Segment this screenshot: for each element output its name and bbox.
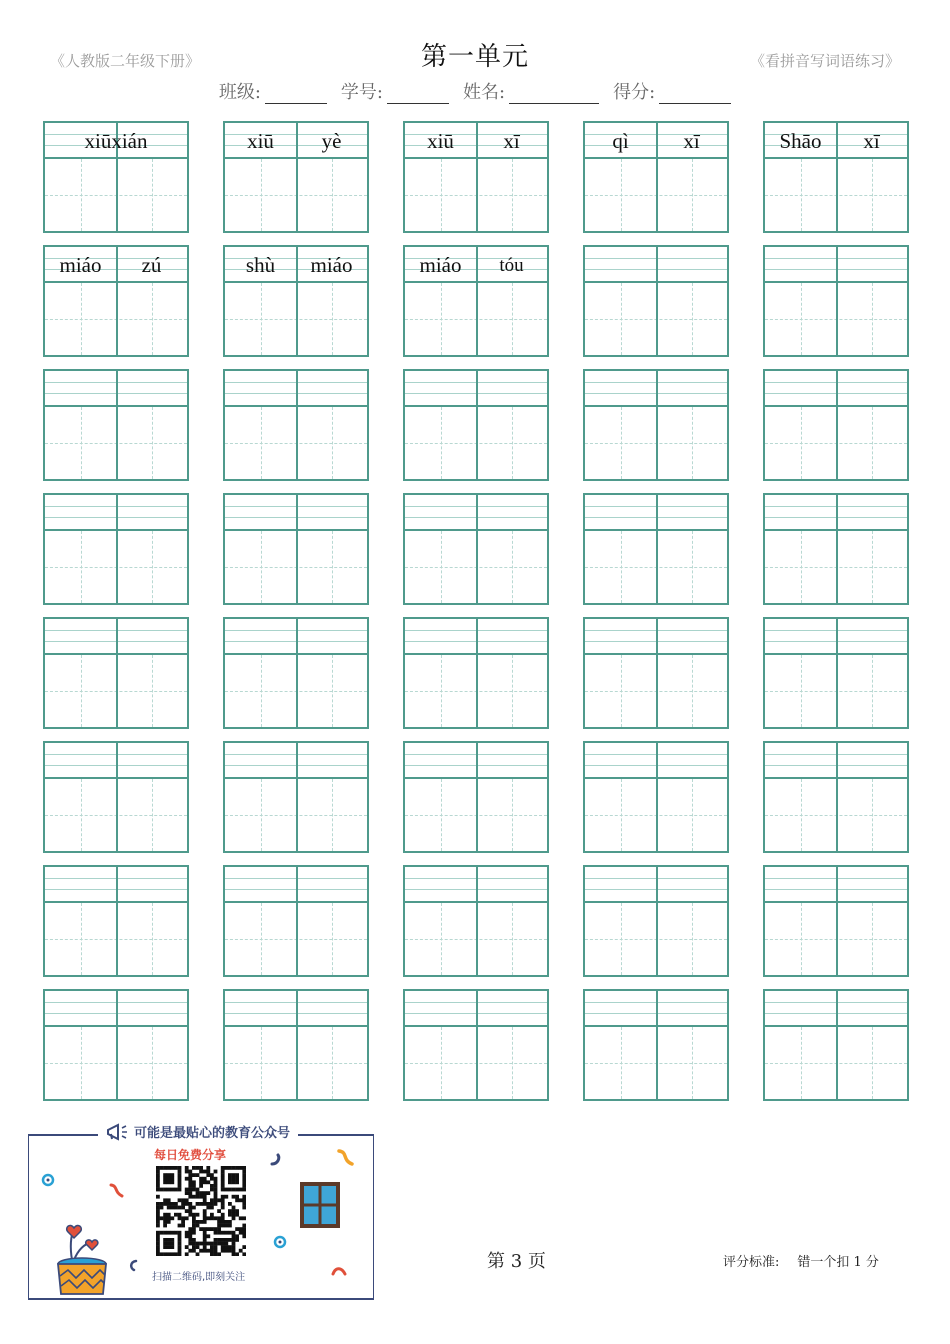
class-field[interactable]: [219, 78, 327, 104]
promo-headline-text: 可能是最贴心的教育公众号: [134, 1126, 291, 1141]
cell-divider: [476, 371, 478, 479]
character-box[interactable]: [225, 903, 296, 975]
character-box[interactable]: [836, 283, 907, 355]
cell-divider: [656, 371, 658, 479]
writing-cell[interactable]: [403, 741, 549, 853]
character-box[interactable]: [405, 655, 476, 727]
writing-cell[interactable]: [583, 245, 729, 357]
pinyin-syllable: tóu: [499, 255, 524, 276]
writing-cell[interactable]: [43, 617, 189, 729]
writing-cell[interactable]: [583, 617, 729, 729]
character-box[interactable]: [476, 531, 547, 603]
writing-cell[interactable]: [223, 245, 369, 357]
character-box[interactable]: [476, 779, 547, 851]
pinyin-syllable: shù: [245, 253, 276, 277]
character-box[interactable]: [585, 903, 656, 975]
pinyin-syllable: miáo: [310, 253, 353, 277]
cell-divider: [656, 743, 658, 851]
cell-divider: [836, 867, 838, 975]
character-box[interactable]: [585, 1027, 656, 1099]
promo-headline: [98, 1122, 298, 1141]
pinyin-syllable: zú: [141, 253, 162, 277]
score-label: 得分:: [613, 82, 656, 103]
character-box[interactable]: [116, 655, 187, 727]
character-box[interactable]: [405, 159, 476, 231]
character-box[interactable]: [405, 407, 476, 479]
plant-pot-icon: [48, 1220, 118, 1296]
writing-cell[interactable]: [223, 369, 369, 481]
character-box[interactable]: [296, 779, 367, 851]
cell-divider: [116, 867, 118, 975]
writing-cell[interactable]: [403, 989, 549, 1101]
cell-divider: [476, 619, 478, 727]
character-box[interactable]: [656, 1027, 727, 1099]
character-box[interactable]: [296, 1027, 367, 1099]
character-box[interactable]: [585, 779, 656, 851]
page-number: 第 3 页: [487, 1251, 546, 1272]
cell-divider: [476, 991, 478, 1099]
character-box[interactable]: [585, 531, 656, 603]
cell-divider: [656, 495, 658, 603]
writing-cell[interactable]: [43, 121, 189, 233]
writing-cell[interactable]: [403, 865, 549, 977]
character-box[interactable]: [836, 655, 907, 727]
writing-cell[interactable]: [223, 741, 369, 853]
cell-divider: [476, 743, 478, 851]
character-box[interactable]: [116, 903, 187, 975]
ring-decoration-icon: [272, 1234, 288, 1250]
character-box[interactable]: [116, 1027, 187, 1099]
pinyin-syllable: xiū: [427, 129, 454, 153]
promo-card[interactable]: [28, 1122, 374, 1300]
pinyin-syllable: xiū: [247, 129, 274, 153]
character-box[interactable]: [656, 283, 727, 355]
character-box[interactable]: [296, 283, 367, 355]
writing-cell[interactable]: [583, 121, 729, 233]
character-box[interactable]: [116, 159, 187, 231]
cell-divider: [836, 991, 838, 1099]
cell-divider: [116, 743, 118, 851]
character-box[interactable]: [45, 1027, 116, 1099]
writing-cell[interactable]: [43, 741, 189, 853]
promo-frame-bottom: [28, 1298, 374, 1300]
scoring-rule: 错一个扣 1 分: [797, 1255, 879, 1270]
writing-cell[interactable]: [43, 865, 189, 977]
squiggle-decoration-icon: [268, 1152, 284, 1168]
character-box[interactable]: [836, 407, 907, 479]
pinyin-syllable: Shāo: [779, 129, 822, 153]
character-box[interactable]: [585, 283, 656, 355]
number-field[interactable]: [341, 78, 449, 104]
name-label: 姓名:: [463, 82, 506, 103]
character-box[interactable]: [836, 159, 907, 231]
pinyin-syllable: xiūxián: [84, 129, 148, 153]
character-box[interactable]: [45, 159, 116, 231]
ring-decoration-icon: [40, 1172, 56, 1188]
cell-divider: [116, 495, 118, 603]
character-box[interactable]: [45, 283, 116, 355]
cell-divider: [836, 247, 838, 355]
pinyin-syllable: xī: [683, 129, 700, 153]
cell-divider: [656, 247, 658, 355]
cell-divider: [296, 991, 298, 1099]
character-box[interactable]: [296, 903, 367, 975]
qr-code-icon[interactable]: [156, 1166, 246, 1256]
cell-divider: [476, 495, 478, 603]
character-box[interactable]: [765, 779, 836, 851]
character-box[interactable]: [656, 903, 727, 975]
promo-subtitle: 每日免费分享: [154, 1148, 227, 1162]
cell-divider: [296, 371, 298, 479]
squiggle-decoration-icon: [336, 1148, 356, 1168]
character-box[interactable]: [836, 903, 907, 975]
character-box[interactable]: [116, 407, 187, 479]
character-box[interactable]: [225, 159, 296, 231]
cell-divider: [656, 867, 658, 975]
cell-divider: [836, 495, 838, 603]
writing-cell[interactable]: [43, 369, 189, 481]
character-box[interactable]: [765, 531, 836, 603]
character-box[interactable]: [405, 283, 476, 355]
writing-cell[interactable]: [763, 493, 909, 605]
character-box[interactable]: [116, 531, 187, 603]
character-box[interactable]: [656, 407, 727, 479]
character-box[interactable]: [765, 655, 836, 727]
page-title: 第一单元: [420, 42, 529, 72]
worksheet-type: 《看拼音写词语练习》: [749, 52, 900, 70]
character-box[interactable]: [656, 655, 727, 727]
writing-cell[interactable]: [763, 741, 909, 853]
pinyin-syllable: xī: [503, 129, 520, 153]
writing-cell[interactable]: [43, 989, 189, 1101]
pinyin-syllable: qì: [612, 129, 629, 153]
writing-cell[interactable]: [583, 989, 729, 1101]
character-box[interactable]: [765, 1027, 836, 1099]
pinyin-syllable: xī: [863, 129, 880, 153]
writing-cell[interactable]: [223, 989, 369, 1101]
score-field[interactable]: [613, 78, 731, 104]
character-box[interactable]: [225, 1027, 296, 1099]
cell-divider: [296, 743, 298, 851]
character-box[interactable]: [656, 159, 727, 231]
character-box[interactable]: [836, 531, 907, 603]
character-box[interactable]: [225, 655, 296, 727]
writing-cell[interactable]: [763, 121, 909, 233]
number-label: 学号:: [340, 82, 383, 103]
writing-cell[interactable]: [763, 865, 909, 977]
cell-divider: [296, 495, 298, 603]
writing-cell[interactable]: [763, 617, 909, 729]
pinyin-syllable: miáo: [59, 253, 102, 277]
cell-divider: [116, 619, 118, 727]
promo-frame-left: [28, 1134, 29, 1300]
character-box[interactable]: [476, 903, 547, 975]
scan-hint: 扫描二维码,即刻关注: [152, 1272, 246, 1283]
pinyin-syllable: yè: [321, 129, 342, 153]
writing-cell[interactable]: [403, 493, 549, 605]
book-title: 《人教版二年级下册》: [50, 52, 201, 70]
pinyin-syllable: miáo: [419, 253, 462, 277]
character-box[interactable]: [45, 407, 116, 479]
character-box[interactable]: [585, 407, 656, 479]
cell-divider: [296, 619, 298, 727]
character-box[interactable]: [765, 283, 836, 355]
character-box[interactable]: [405, 531, 476, 603]
squiggle-decoration-icon: [126, 1258, 140, 1272]
character-box[interactable]: [836, 1027, 907, 1099]
character-box[interactable]: [296, 655, 367, 727]
character-box[interactable]: [45, 903, 116, 975]
scoring-standard: [723, 1251, 879, 1270]
writing-cell[interactable]: [223, 617, 369, 729]
megaphone-icon: [106, 1123, 130, 1141]
character-box[interactable]: [405, 779, 476, 851]
character-box[interactable]: [656, 531, 727, 603]
character-box[interactable]: [585, 655, 656, 727]
character-box[interactable]: [225, 407, 296, 479]
writing-cell[interactable]: [583, 493, 729, 605]
writing-cell[interactable]: [763, 369, 909, 481]
character-box[interactable]: [225, 779, 296, 851]
character-box[interactable]: [116, 779, 187, 851]
cell-divider: [116, 371, 118, 479]
character-box[interactable]: [476, 655, 547, 727]
character-box[interactable]: [765, 159, 836, 231]
character-box[interactable]: [476, 1027, 547, 1099]
character-box[interactable]: [405, 903, 476, 975]
character-box[interactable]: [476, 283, 547, 355]
writing-cell[interactable]: [223, 865, 369, 977]
character-box[interactable]: [45, 655, 116, 727]
number-blank[interactable]: [387, 81, 449, 104]
scoring-label: 评分标准:: [723, 1255, 780, 1270]
cell-divider: [836, 619, 838, 727]
character-box[interactable]: [765, 903, 836, 975]
writing-cell[interactable]: [43, 245, 189, 357]
writing-cell[interactable]: [403, 121, 549, 233]
character-box[interactable]: [296, 407, 367, 479]
writing-cell[interactable]: [583, 741, 729, 853]
writing-cell[interactable]: [43, 493, 189, 605]
cell-divider: [476, 867, 478, 975]
character-box[interactable]: [836, 779, 907, 851]
writing-cell[interactable]: [763, 989, 909, 1101]
writing-cell[interactable]: [403, 369, 549, 481]
cell-divider: [656, 619, 658, 727]
character-box[interactable]: [656, 779, 727, 851]
cell-divider: [836, 371, 838, 479]
score-blank[interactable]: [659, 81, 731, 104]
writing-cell[interactable]: [763, 245, 909, 357]
character-box[interactable]: [765, 407, 836, 479]
cell-divider: [656, 991, 658, 1099]
writing-cell[interactable]: [583, 865, 729, 977]
cell-divider: [296, 867, 298, 975]
class-blank[interactable]: [265, 81, 327, 104]
character-box[interactable]: [45, 779, 116, 851]
writing-grid: [43, 121, 909, 1101]
window-icon: [298, 1180, 342, 1230]
cell-divider: [836, 743, 838, 851]
character-box[interactable]: [116, 283, 187, 355]
character-box[interactable]: [476, 407, 547, 479]
cell-divider: [116, 991, 118, 1099]
squiggle-decoration-icon: [108, 1182, 126, 1200]
writing-cell[interactable]: [223, 493, 369, 605]
character-box[interactable]: [296, 159, 367, 231]
name-blank[interactable]: [509, 81, 599, 104]
squiggle-decoration-icon: [330, 1264, 348, 1280]
name-field[interactable]: [463, 78, 599, 104]
student-info: [0, 78, 950, 104]
character-box[interactable]: [296, 531, 367, 603]
character-box[interactable]: [405, 1027, 476, 1099]
character-box[interactable]: [476, 159, 547, 231]
writing-cell[interactable]: [403, 245, 549, 357]
promo-frame-right: [373, 1134, 374, 1300]
class-label: 班级:: [218, 82, 261, 103]
character-box[interactable]: [225, 531, 296, 603]
writing-cell[interactable]: [223, 121, 369, 233]
character-box[interactable]: [585, 159, 656, 231]
writing-cell[interactable]: [403, 617, 549, 729]
character-box[interactable]: [225, 283, 296, 355]
writing-cell[interactable]: [583, 369, 729, 481]
character-box[interactable]: [45, 531, 116, 603]
